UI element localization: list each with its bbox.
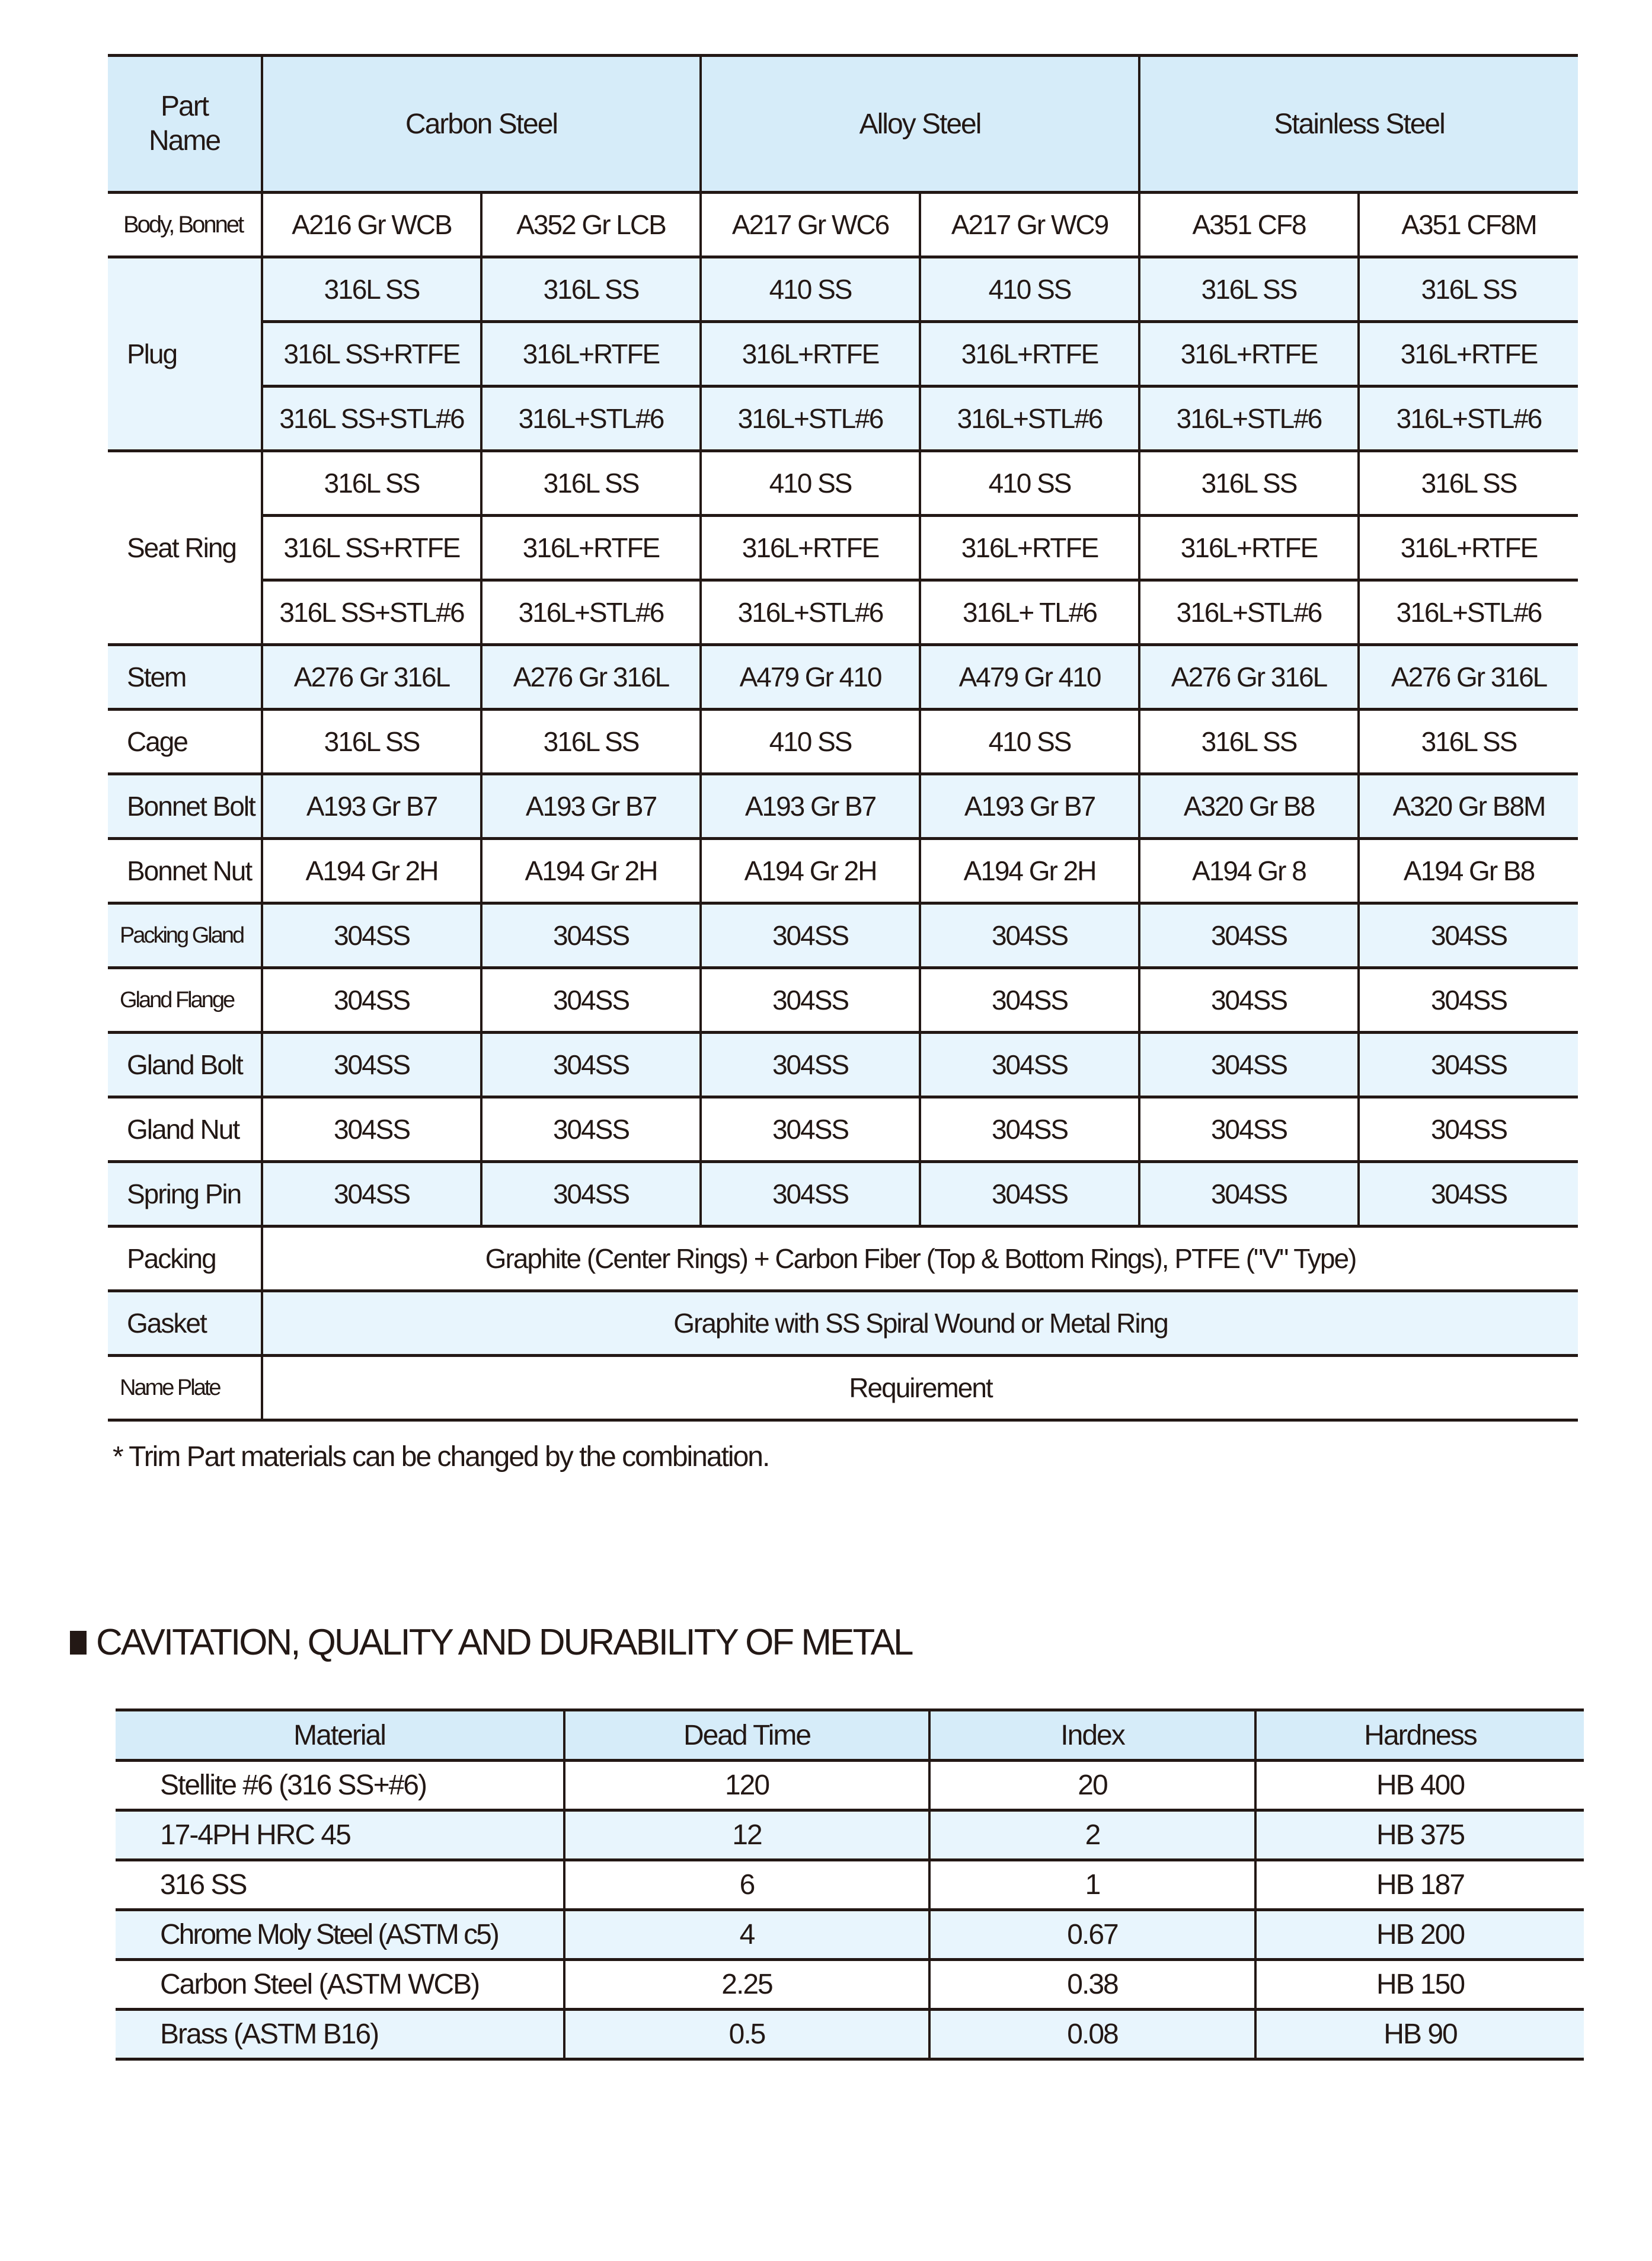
material-cell: 304SS [920,968,1139,1033]
material-cell: 304SS [1139,968,1359,1033]
material-cell: 316L+RTFE [1139,322,1359,387]
index-cell: 0.08 [929,2010,1255,2059]
dead-time-cell: 120 [564,1761,929,1810]
material-cell: 304SS [481,968,701,1033]
table-row [108,387,1578,451]
materials-table [108,54,1578,1422]
table-row [108,257,1578,322]
material-cell: 316L SS [1139,710,1359,774]
material-cell: A276 Gr 316L [481,645,701,710]
material-cell: 316L SS [1359,451,1578,516]
material-cell: 316 SS [116,1860,564,1910]
material-cell: A217 Gr WC6 [701,193,920,257]
material-cell: 316L SS+RTFE [262,322,481,387]
spanning-material-cell: Graphite (Center Rings) + Carbon Fiber (Top & Bottom Rings), PTFE ("V" Type) [262,1227,1578,1291]
material-cell: 316L+STL#6 [701,387,920,451]
material-cell: 304SS [701,903,920,968]
section-heading-text: CAVITATION, QUALITY AND DURABILITY OF METAL [96,1622,912,1663]
material-cell: 316L+RTFE [481,516,701,580]
spanning-material-cell: Graphite with SS Spiral Wound or Metal Ring [262,1291,1578,1356]
spanning-material-cell: Requirement [262,1356,1578,1420]
part-name-gland-bolt: Gland Bolt [108,1033,262,1097]
table-row [108,1227,1578,1291]
index-cell: 20 [929,1761,1255,1810]
footnote: * Trim Part materials can be changed by the combination. [113,1441,769,1473]
material-cell: 316L+RTFE [701,516,920,580]
material-cell: 316L+ TL#6 [920,580,1139,645]
table-row [108,903,1578,968]
header-material: Material [116,1710,564,1761]
part-name-gasket: Gasket [108,1291,262,1356]
square-bullet-icon [70,1631,87,1655]
material-cell: 304SS [920,1162,1139,1227]
part-name-gland-flange: Gland Flange [108,968,262,1033]
hardness-cell: HB 187 [1255,1860,1584,1910]
material-cell: 316L+RTFE [920,322,1139,387]
table-row [108,1356,1578,1420]
material-cell: 316L+STL#6 [1359,580,1578,645]
material-cell: A193 Gr B7 [701,774,920,839]
material-cell: 316L+STL#6 [920,387,1139,451]
table-row [116,1761,1584,1810]
material-cell: 316L+STL#6 [1359,387,1578,451]
material-cell: 304SS [1359,1162,1578,1227]
part-name-packing: Packing [108,1227,262,1291]
material-cell: A479 Gr 410 [920,645,1139,710]
material-cell: 304SS [262,1097,481,1162]
header-index: Index [929,1710,1255,1761]
dead-time-cell: 0.5 [564,2010,929,2059]
material-cell: A217 Gr WC9 [920,193,1139,257]
cavitation-table [116,1708,1584,2061]
material-cell: 304SS [262,1162,481,1227]
dead-time-cell: 2.25 [564,1960,929,2010]
table-row [108,1291,1578,1356]
table-row [108,580,1578,645]
material-cell: 316L+STL#6 [1139,580,1359,645]
part-name-plug: Plug [108,257,262,451]
table-row [116,1960,1584,2010]
dead-time-cell: 4 [564,1910,929,1960]
header-row [108,56,1578,193]
header-part-name-line1: Part [160,91,209,122]
table-row [116,1810,1584,1860]
material-cell: 410 SS [920,257,1139,322]
material-cell: A194 Gr B8 [1359,839,1578,903]
table-row [108,710,1578,774]
material-cell: A194 Gr 8 [1139,839,1359,903]
part-name-bonnet-nut: Bonnet Nut [108,839,262,903]
header-part-name [108,56,262,193]
material-cell: 304SS [481,1033,701,1097]
material-cell: A193 Gr B7 [920,774,1139,839]
material-cell: A194 Gr 2H [262,839,481,903]
material-cell: 304SS [920,1033,1139,1097]
material-cell: 304SS [701,1033,920,1097]
material-cell: Brass (ASTM B16) [116,2010,564,2059]
table-row [116,1910,1584,1960]
material-cell: 316L SS [481,710,701,774]
section-heading [70,1621,912,1663]
index-cell: 0.67 [929,1910,1255,1960]
material-cell: 410 SS [701,451,920,516]
table-row [108,193,1578,257]
material-cell: A352 Gr LCB [481,193,701,257]
material-cell: 316L SS [262,710,481,774]
material-cell: Chrome Moly Steel (ASTM c5) [116,1910,564,1960]
material-cell: 304SS [1359,968,1578,1033]
header-part-name-line2: Name [148,125,221,157]
header-stainless-steel: Stainless Steel [1139,56,1578,193]
material-cell: Stellite #6 (316 SS+#6) [116,1761,564,1810]
material-cell: 17-4PH HRC 45 [116,1810,564,1860]
part-name-spring-pin: Spring Pin [108,1162,262,1227]
material-cell: A276 Gr 316L [1139,645,1359,710]
table-row [108,516,1578,580]
material-cell: 304SS [920,1097,1139,1162]
material-cell: 316L SS [1359,257,1578,322]
part-name-seat-ring: Seat Ring [108,451,262,645]
table-row [108,1097,1578,1162]
material-cell: A193 Gr B7 [262,774,481,839]
part-name-bonnet-bolt: Bonnet Bolt [108,774,262,839]
material-cell: 316L+RTFE [1359,322,1578,387]
material-cell: A193 Gr B7 [481,774,701,839]
index-cell: 1 [929,1860,1255,1910]
material-cell: 316L+RTFE [701,322,920,387]
material-cell: 316L+RTFE [481,322,701,387]
table-row [108,774,1578,839]
material-cell: 304SS [1139,1033,1359,1097]
material-cell: 316L SS [481,257,701,322]
hardness-cell: HB 400 [1255,1761,1584,1810]
material-cell: 304SS [701,1162,920,1227]
table-row [108,451,1578,516]
material-cell: 304SS [1359,903,1578,968]
table-row [108,322,1578,387]
material-cell: 304SS [481,1162,701,1227]
material-cell: 304SS [1139,903,1359,968]
material-cell: 316L+RTFE [1359,516,1578,580]
material-cell: 316L SS+STL#6 [262,387,481,451]
material-cell: A320 Gr B8 [1139,774,1359,839]
material-cell: A194 Gr 2H [920,839,1139,903]
part-name-cage: Cage [108,710,262,774]
hardness-cell: HB 200 [1255,1910,1584,1960]
material-cell: A276 Gr 316L [262,645,481,710]
material-cell: A320 Gr B8M [1359,774,1578,839]
material-cell: 304SS [1359,1097,1578,1162]
index-cell: 2 [929,1810,1255,1860]
material-cell: 316L+STL#6 [481,387,701,451]
hardness-cell: HB 150 [1255,1960,1584,2010]
cavitation-table-body [116,1761,1584,2059]
material-cell: A351 CF8M [1359,193,1578,257]
material-cell: 316L+RTFE [920,516,1139,580]
table-row [108,1033,1578,1097]
table-row [108,839,1578,903]
material-cell: 304SS [262,903,481,968]
material-cell: 304SS [1139,1162,1359,1227]
material-cell: 304SS [262,1033,481,1097]
material-cell: 304SS [262,968,481,1033]
part-name-packing-gland: Packing Gland [108,903,262,968]
table-row [108,1162,1578,1227]
index-cell: 0.38 [929,1960,1255,2010]
material-cell: 410 SS [701,257,920,322]
dead-time-cell: 12 [564,1810,929,1860]
material-cell: 410 SS [920,710,1139,774]
part-name-name-plate: Name Plate [108,1356,262,1420]
material-cell: 304SS [481,1097,701,1162]
material-cell: A276 Gr 316L [1359,645,1578,710]
material-cell: A216 Gr WCB [262,193,481,257]
part-name-stem: Stem [108,645,262,710]
material-cell: 316L SS [1359,710,1578,774]
material-cell: 316L SS [481,451,701,516]
material-cell: 316L SS+STL#6 [262,580,481,645]
material-cell: 410 SS [701,710,920,774]
material-cell: 304SS [1359,1033,1578,1097]
material-cell: 304SS [701,968,920,1033]
material-cell: 316L SS [262,257,481,322]
material-cell: 316L SS [262,451,481,516]
part-name-body-bonnet: Body, Bonnet [108,193,262,257]
hardness-cell: HB 375 [1255,1810,1584,1860]
dead-time-cell: 6 [564,1860,929,1910]
material-cell: 316L+STL#6 [481,580,701,645]
header-alloy-steel: Alloy Steel [701,56,1139,193]
material-cell: 410 SS [920,451,1139,516]
material-cell: A194 Gr 2H [481,839,701,903]
material-cell: A351 CF8 [1139,193,1359,257]
table-row [108,645,1578,710]
header-carbon-steel: Carbon Steel [262,56,701,193]
material-cell: 304SS [920,903,1139,968]
material-cell: 304SS [701,1097,920,1162]
material-cell: 316L SS [1139,451,1359,516]
header-hardness: Hardness [1255,1710,1584,1761]
table-row [116,2010,1584,2059]
material-cell: 316L+RTFE [1139,516,1359,580]
material-cell: 316L SS+RTFE [262,516,481,580]
cavitation-header-row [116,1710,1584,1761]
material-cell: A194 Gr 2H [701,839,920,903]
material-cell: Carbon Steel (ASTM WCB) [116,1960,564,2010]
material-cell: A479 Gr 410 [701,645,920,710]
table-row [108,968,1578,1033]
material-cell: 304SS [481,903,701,968]
materials-table-body [108,193,1578,1420]
material-cell: 316L SS [1139,257,1359,322]
part-name-gland-nut: Gland Nut [108,1097,262,1162]
material-cell: 316L+STL#6 [1139,387,1359,451]
material-cell: 316L+STL#6 [701,580,920,645]
material-cell: 304SS [1139,1097,1359,1162]
hardness-cell: HB 90 [1255,2010,1584,2059]
header-dead-time: Dead Time [564,1710,929,1761]
table-row [116,1860,1584,1910]
